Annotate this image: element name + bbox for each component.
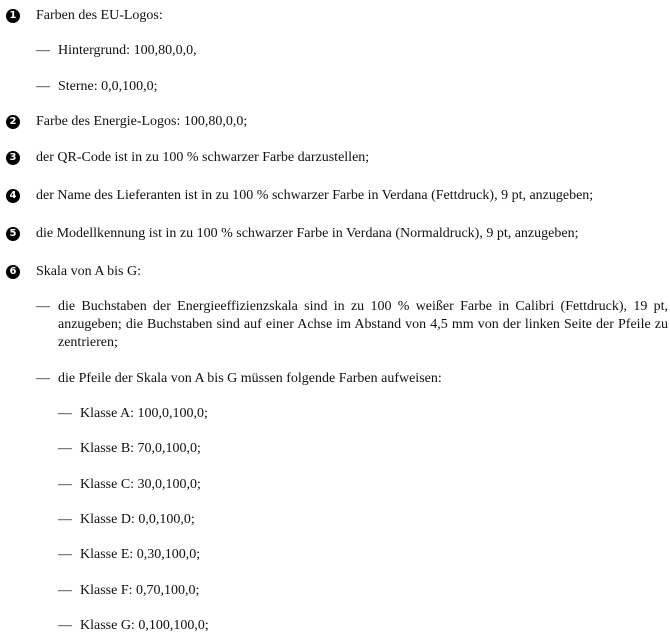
dash-marker: — <box>58 512 72 527</box>
dash-marker: — <box>36 43 50 58</box>
item-3-text: der QR-Code ist in zu 100 % schwarzer Farbe darzustellen; <box>36 150 370 165</box>
number-badge-5: 5 <box>6 227 20 241</box>
number-badge-2: 2 <box>6 115 20 129</box>
item-2-text: Farbe des Energie-Logos: 100,80,0,0; <box>36 114 248 129</box>
number-badge-4: 4 <box>6 189 20 203</box>
dash-marker: — <box>58 583 72 598</box>
item-1-text: Farben des EU-Logos: <box>36 8 163 23</box>
sub-item-sterne-text: Sterne: 0,0,100,0; <box>58 79 158 94</box>
class-e-text: Klasse E: 0,30,100,0; <box>80 547 201 562</box>
class-b-text: Klasse B: 70,0,100,0; <box>80 441 201 456</box>
dash-marker: — <box>58 547 72 562</box>
class-g-text: Klasse G: 0,100,100,0; <box>80 618 209 633</box>
sub-item-pfeile-text: die Pfeile der Skala von A bis G müssen folgende Farben aufweisen: <box>58 371 442 386</box>
number-badge-3: 3 <box>6 151 20 165</box>
number-badge-6: 6 <box>6 265 20 279</box>
sub-item-buchstaben-text: die Buchstaben der Energieeffizienzskala sind in zu 100 % weißer Farbe in Calibri (Fettdruck), 19 pt, anzugeben; die Buchstaben sind auf einer Achse im Abstand von 4,5 mm von der linken Seite der Pfeile zu zentrieren; <box>58 299 668 350</box>
number-badge-1: 1 <box>6 9 20 23</box>
sub-item-hintergrund-text: Hintergrund: 100,80,0,0, <box>58 43 197 58</box>
class-d-text: Klasse D: 0,0,100,0; <box>80 512 195 527</box>
item-6-text: Skala von A bis G: <box>36 264 142 279</box>
class-f-text: Klasse F: 0,70,100,0; <box>80 583 200 598</box>
dash-marker: — <box>36 299 50 314</box>
item-5-text: die Modellkennung ist in zu 100 % schwarzer Farbe in Verdana (Normaldruck), 9 pt, anzugeben; <box>36 226 579 241</box>
class-a-text: Klasse A: 100,0,100,0; <box>80 406 208 421</box>
dash-marker: — <box>36 371 50 386</box>
class-c-text: Klasse C: 30,0,100,0; <box>80 477 201 492</box>
dash-marker: — <box>58 618 72 633</box>
dash-marker: — <box>58 441 72 456</box>
sub-item-buchstaben <box>0 298 668 358</box>
dash-marker: — <box>58 477 72 492</box>
dash-marker: — <box>36 79 50 94</box>
item-4-text: der Name des Lieferanten ist in zu 100 % schwarzer Farbe in Verdana (Fettdruck), 9 pt, anzugeben; <box>36 188 594 203</box>
dash-marker: — <box>58 406 72 421</box>
